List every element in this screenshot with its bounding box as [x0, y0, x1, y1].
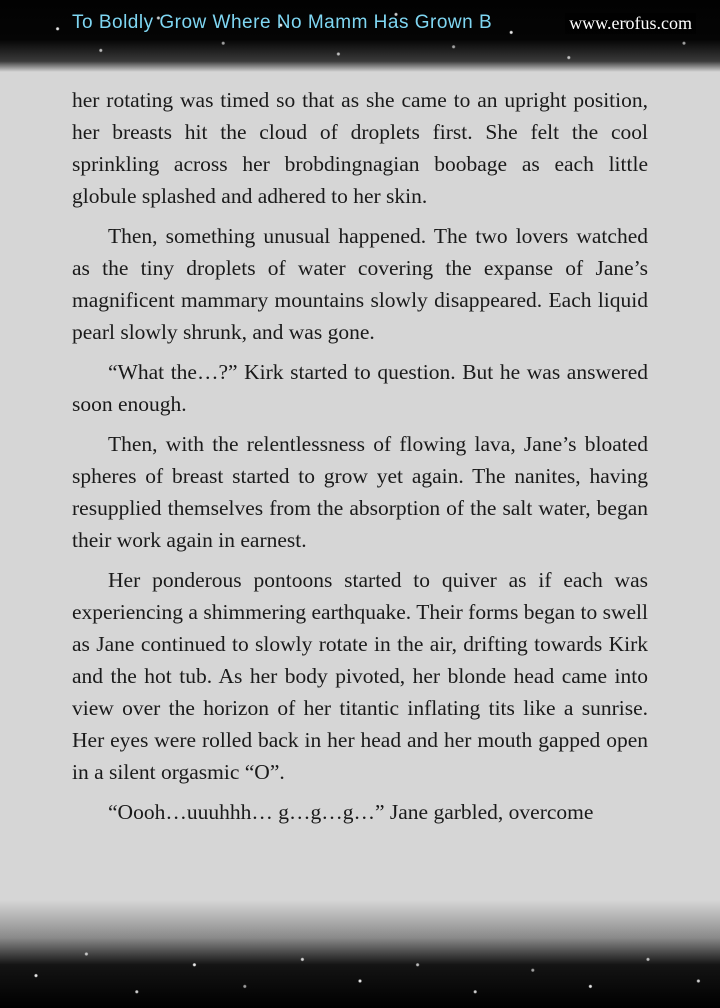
paragraph-1: her rotating was timed so that as she came to an upright position, her breasts hit the cloud of droplets first. She felt the cool sprinkling across her brobdingnagian boobage as each little globule splashed and adhered to her skin. — [72, 88, 648, 208]
paragraph-6: “Oooh…uuuhhh… g…g…g…” Jane garbled, overcome — [108, 800, 594, 824]
header-starfield-band — [0, 0, 720, 72]
page-body-text — [72, 84, 648, 836]
paragraph-4: Then, with the relentlessness of flowing lava, Jane’s bloated spheres of breast started to grow yet again. The nanites, having resupplied themselves from the absorption of the salt water, began their work again in earnest. — [72, 432, 648, 552]
paragraph-3: “What the…?” Kirk started to question. But he was answered soon enough. — [72, 360, 648, 416]
paragraph-5: Her ponderous pontoons started to quiver as if each was experiencing a shimmering earthquake. Their forms began to swell as Jane continued to slowly rotate in the air, drifting towards Kirk and the hot tub. As her body pivoted, her blonde head came into view over the horizon of her titantic inflating tits like a sunrise. Her eyes were rolled back in her head and her mouth gapped open in a silent orgasmic “O”. — [72, 568, 648, 784]
paragraph-2: Then, something unusual happened. The two lovers watched as the tiny droplets of water covering the expanse of Jane’s magnificent mammary mountains slowly disappeared. Each liquid pearl slowly shrunk, and was gone. — [72, 224, 648, 344]
footer-starfield-band — [0, 900, 720, 1008]
watermark-text: www.erofus.com — [565, 13, 696, 34]
running-header-title: To Boldly Grow Where No Mamm Has Grown B — [72, 12, 493, 33]
